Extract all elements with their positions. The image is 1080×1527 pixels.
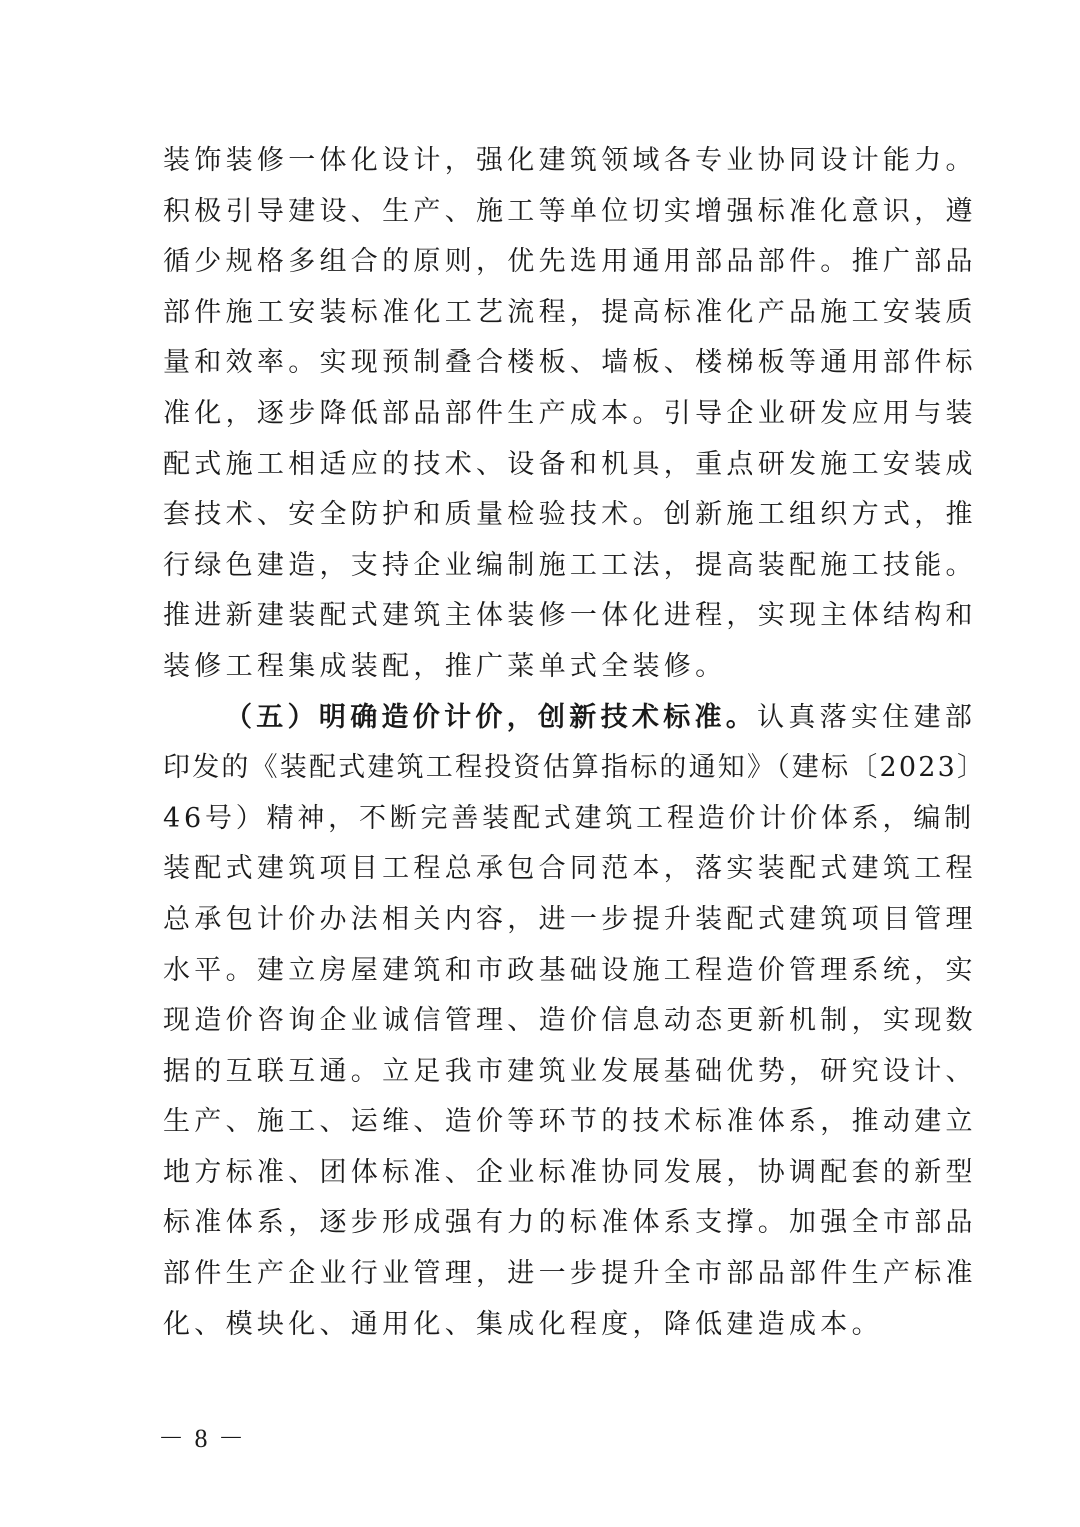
text-line: 装配式建筑项目工程总承包合同范本，落实装配式建筑工程: [163, 853, 977, 885]
text-line: 生产、施工、运维、造价等环节的技术标准体系，推动建立: [163, 1106, 977, 1138]
text-line: 装修工程集成装配，推广菜单式全装修。: [163, 650, 727, 682]
text-line: 准化，逐步降低部品部件生产成本。引导企业研发应用与装: [163, 397, 977, 429]
section-heading: （五）明确造价计价，创新技术标准。: [225, 701, 758, 733]
section-heading-line: [163, 693, 977, 744]
page-number: － 8 －: [158, 1424, 247, 1453]
text-line: 标准体系，逐步形成强有力的标准体系支撑。加强全市部品: [163, 1207, 977, 1239]
text-line: 据的互联互通。立足我市建筑业发展基础优势，研究设计、: [163, 1055, 977, 1087]
text-line: 部件生产企业行业管理，进一步提升全市部品部件生产标准: [163, 1258, 977, 1290]
text-line: 量和效率。实现预制叠合楼板、墙板、楼梯板等通用部件标: [163, 347, 977, 379]
text-line: 循少规格多组合的原则，优先选用通用部品部件。推广部品: [163, 246, 977, 278]
text-line: 水平。建立房屋建筑和市政基础设施工程造价管理系统，实: [163, 954, 977, 986]
text-line: 46号）精神，不断完善装配式建筑工程造价计价体系，编制: [163, 802, 975, 834]
text-line: 行绿色建造，支持企业编制施工工法，提高装配施工技能。: [163, 549, 977, 581]
body-text: [163, 136, 987, 1350]
text-line: 部件施工安装标准化工艺流程，提高标准化产品施工安装质: [163, 296, 977, 328]
text-line: 印发的《装配式建筑工程投资估算指标的通知》（建标〔2023〕: [163, 752, 987, 784]
text-line: 推进新建装配式建筑主体装修一体化进程，实现主体结构和: [163, 600, 977, 632]
text-line: 现造价咨询企业诚信管理、造价信息动态更新机制，实现数: [163, 1005, 977, 1037]
text-line: 套技术、安全防护和质量检验技术。创新施工组织方式，推: [163, 499, 977, 531]
text-line: 总承包计价办法相关内容，进一步提升装配式建筑项目管理: [163, 903, 977, 935]
text-line: 积极引导建设、生产、施工等单位切实增强标准化意识，遵: [163, 195, 977, 227]
text-line: 装饰装修一体化设计，强化建筑领域各专业协同设计能力。: [163, 145, 977, 176]
section-heading-continuation: 认真落实住建部: [757, 701, 977, 733]
text-line: 地方标准、团体标准、企业标准协同发展，协调配套的新型: [163, 1156, 977, 1188]
text-line: 配式施工相适应的技术、设备和机具，重点研发施工安装成: [163, 448, 977, 480]
text-line: 化、模块化、通用化、集成化程度，降低建造成本。: [163, 1308, 883, 1340]
